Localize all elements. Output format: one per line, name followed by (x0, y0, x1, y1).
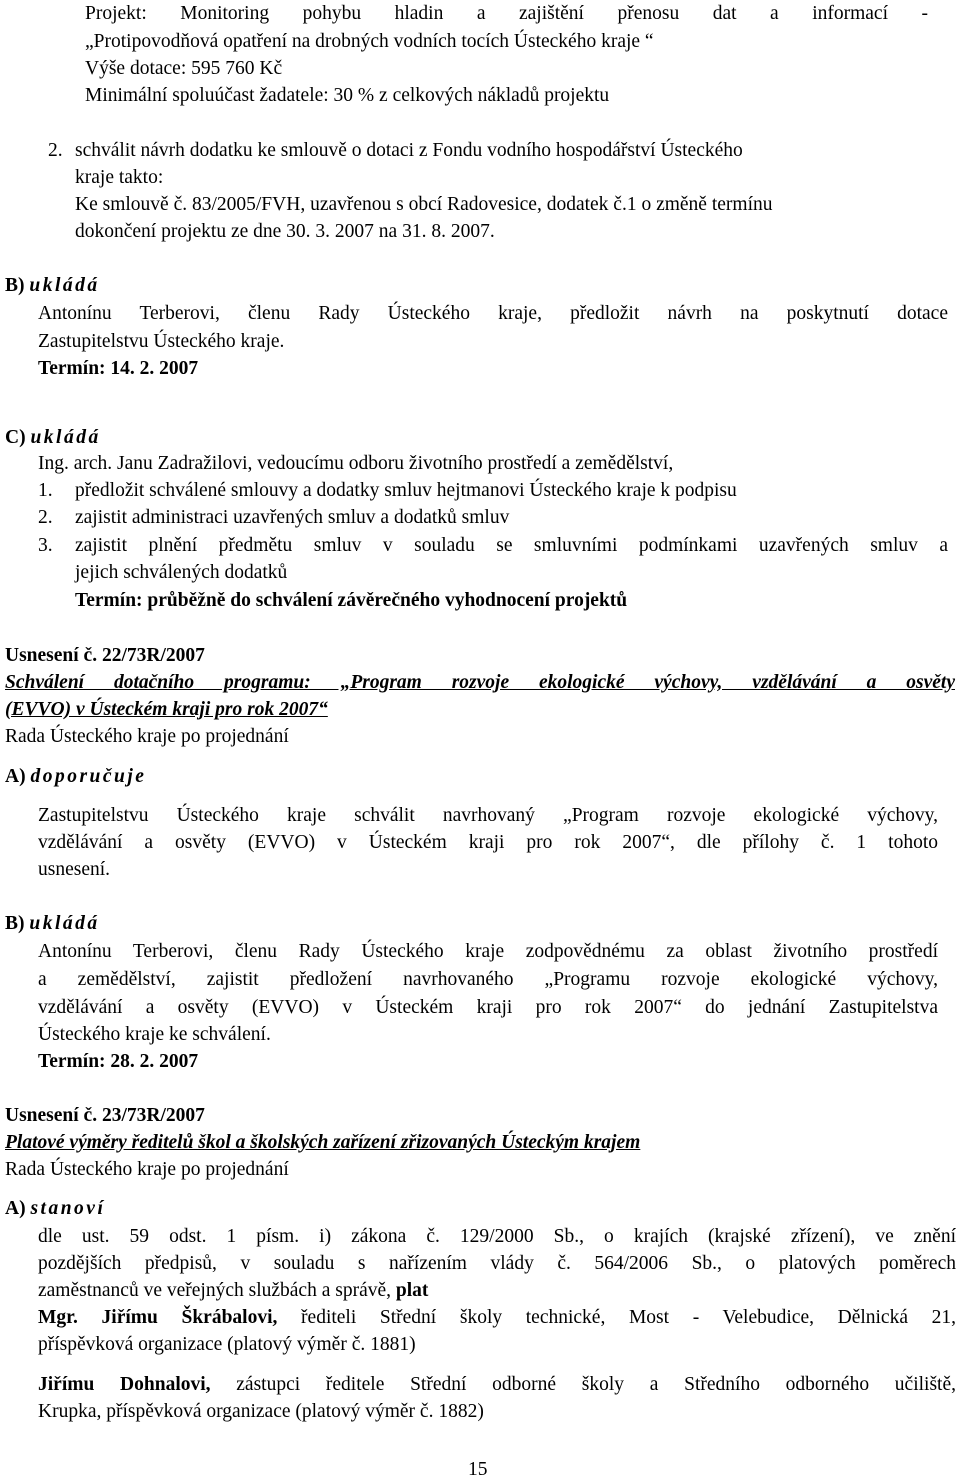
resolution-23-person-1-role: řediteli Střední školy technické, Most - Velebudice, Dělnická 21, (277, 1307, 957, 1328)
resolution-22-a-line-3: usnesení. (38, 859, 111, 880)
project-line-2: „Protipovodňová opatření na drobných vodních tocích Ústeckého kraje “ (85, 31, 654, 52)
resolution-23-intro: Rada Ústeckého kraje po projednání (5, 1159, 289, 1180)
resolution-23-person-2-name: Jiřímu Dohnalovi, (38, 1374, 211, 1395)
resolution-22-a-verb: doporučuje (30, 766, 147, 787)
section-c-item-3-number: 3. (38, 535, 53, 556)
resolution-22-intro: Rada Ústeckého kraje po projednání (5, 726, 289, 747)
resolution-23-person-2-line-2: Krupka, příspěvková organizace (platový výměr č. 1882) (38, 1401, 484, 1422)
resolution-22-a-line-2: vzdělávání a osvěty (EVVO) v Ústeckém kraji pro rok 2007“, dle přílohy č. 1 tohoto (38, 832, 938, 853)
section-c-item-3-text: zajistit plnění předmětu smluv v souladu se smluvními podmínkami uzavřených smluv a (75, 535, 948, 556)
resolution-23-person-2-role: zástupci ředitele Střední odborné školy a Středního odborného učiliště, (210, 1374, 956, 1395)
resolution-22-b-line-1: Antonínu Terberovi, členu Rady Ústeckého kraje zodpovědnému za oblast životního prostředí (38, 941, 938, 962)
resolution-23-a-line-2: pozdějších předpisů, v souladu s nařízením vlády č. 564/2006 Sb., o platových poměrech (38, 1253, 956, 1274)
resolution-23-a-heading (5, 1197, 105, 1221)
resolution-23-person-1-line-2: příspěvková organizace (platový výměr č. 1881) (38, 1334, 416, 1355)
resolution-23-title: Platové výměry ředitelů škol a školských zařízení zřizovaných Ústeckým krajem (5, 1132, 641, 1153)
project-subsidy-amount: Výše dotace: 595 760 Kč (85, 58, 283, 79)
resolution-23-person-1-line-1 (38, 1306, 956, 1330)
section-c-item-1-number: 1. (38, 480, 53, 501)
resolution-22-a-prefix: A) (5, 766, 26, 787)
item-2-line-4: dokončení projektu ze dne 30. 3. 2007 na 31. 8. 2007. (75, 221, 495, 242)
page-number: 15 (468, 1459, 488, 1480)
section-b1-line-2: Zastupitelstvu Ústeckého kraje. (38, 331, 285, 352)
item-2-line-3: Ke smlouvě č. 83/2005/FVH, uzavřenou s obcí Radovesice, dodatek č.1 o změně termínu (75, 194, 773, 215)
item-2-number: 2. (48, 140, 63, 161)
resolution-23-a-line-3-text: zaměstnanců ve veřejných službách a správě, (38, 1280, 396, 1301)
resolution-22-a-heading (5, 765, 146, 789)
resolution-23-a-plat: plat (395, 1280, 429, 1301)
section-b1-prefix: B) (5, 275, 25, 296)
section-b1-heading (5, 274, 100, 298)
section-c-addressee: Ing. arch. Janu Zadražilovi, vedoucímu odboru životního prostředí a zemědělství, (38, 453, 674, 474)
project-cofinancing: Minimální spoluúčast žadatele: 30 % z celkových nákladů projektu (85, 85, 610, 106)
resolution-23-a-verb: stanoví (30, 1198, 106, 1219)
resolution-23-a-line-3 (38, 1279, 428, 1303)
resolution-23-a-line-1: dle ust. 59 odst. 1 písm. i) zákona č. 129/2000 Sb., o krajích (krajské zřízení), ve znění (38, 1226, 956, 1247)
section-c-item-2-number: 2. (38, 507, 53, 528)
resolution-23-a-prefix: A) (5, 1198, 26, 1219)
resolution-22-b-prefix: B) (5, 913, 25, 934)
resolution-22-deadline: Termín: 28. 2. 2007 (38, 1051, 199, 1072)
section-c-deadline: Termín: průběžně do schválení závěrečného vyhodnocení projektů (75, 590, 628, 611)
section-c-item-1-text: předložit schválené smlouvy a dodatky smluv hejtmanovi Ústeckého kraje k podpisu (75, 480, 737, 501)
resolution-22-heading: Usnesení č. 22/73R/2007 (5, 645, 205, 666)
resolution-23-person-2-line-1 (38, 1373, 956, 1397)
item-2-line-1: schválit návrh dodatku ke smlouvě o dotaci z Fondu vodního hospodářství Ústeckého (75, 140, 743, 161)
resolution-22-b-line-2: a zemědělství, zajistit předložení navrhovaného „Programu rozvoje ekologické výchovy, (38, 969, 938, 990)
resolution-22-title-line-2: (EVVO) v Ústeckém kraji pro rok 2007“ (5, 699, 328, 720)
section-b1-deadline: Termín: 14. 2. 2007 (38, 358, 199, 379)
section-c-prefix: C) (5, 427, 26, 448)
section-b1-line-1: Antonínu Terberovi, členu Rady Ústeckého kraje, předložit návrh na poskytnutí dotace (38, 303, 948, 324)
resolution-22-b-line-3: vzdělávání a osvěty (EVVO) v Ústeckém kraji pro rok 2007“ do jednání Zastupitelstva (38, 997, 938, 1018)
resolution-23-person-1-name: Mgr. Jiřímu Škrábalovi, (38, 1307, 278, 1328)
item-2-line-2: kraje takto: (75, 167, 164, 188)
section-c-item-2-text: zajistit administraci uzavřených smluv a dodatků smluv (75, 507, 510, 528)
section-c-verb: ukládá (30, 427, 101, 448)
resolution-22-b-verb: ukládá (29, 913, 100, 934)
resolution-22-b-line-4: Ústeckého kraje ke schválení. (38, 1024, 271, 1045)
project-line-1: Projekt: Monitoring pohybu hladin a zajištění přenosu dat a informací - (85, 3, 928, 24)
resolution-22-title-line-1: Schválení dotačního programu: „Program rozvoje ekologické výchovy, vzdělávání a osvěty (5, 672, 955, 693)
resolution-23-heading: Usnesení č. 23/73R/2007 (5, 1105, 205, 1126)
section-c-item-3-continued: jejich schválených dodatků (75, 562, 288, 583)
resolution-22-b-heading (5, 912, 100, 936)
resolution-22-a-line-1: Zastupitelstvu Ústeckého kraje schválit navrhovaný „Program rozvoje ekologické výchovy, (38, 805, 938, 826)
section-c-heading (5, 426, 101, 450)
section-b1-verb: ukládá (29, 275, 100, 296)
